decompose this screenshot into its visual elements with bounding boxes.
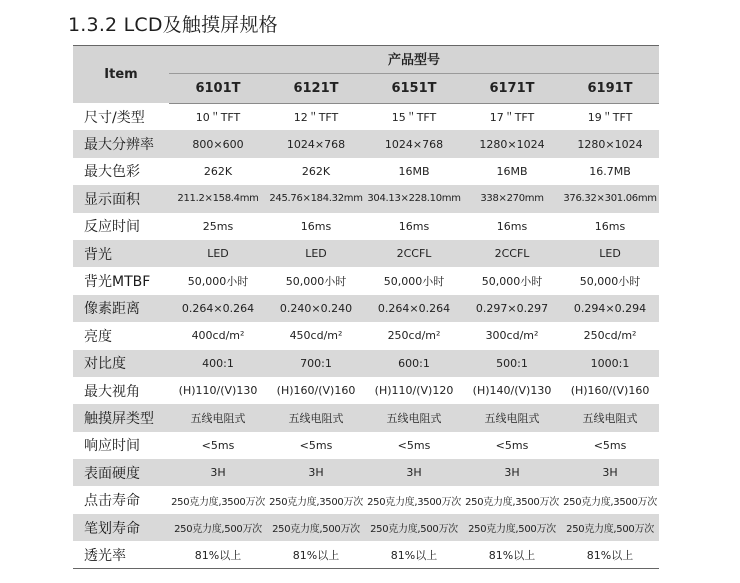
table-cell: (H)110/(V)130	[178, 384, 258, 398]
row-label: 背光	[73, 240, 169, 267]
table-cell: 250克力度,500万次	[561, 514, 659, 541]
table-cell: 1280×1024	[561, 130, 659, 157]
table-cell: 0.240×0.240	[267, 295, 365, 322]
table-cell: 250克力度,3500万次	[269, 496, 363, 508]
table-cell: 16ms	[300, 219, 332, 233]
table-bottom-rule	[73, 568, 659, 569]
table-cell: <5ms	[201, 438, 235, 452]
model-header: 6191T	[561, 73, 659, 103]
row-label: 透光率	[84, 547, 126, 564]
table-cell: 304.13×228.10mm	[365, 185, 463, 212]
table-cell: 16MB	[398, 164, 430, 178]
table-cell: 81%以上	[488, 548, 536, 562]
table-row	[73, 404, 659, 431]
table-cell: 1024×768	[365, 130, 463, 157]
table-cell: (H)160/(V)160	[570, 384, 650, 398]
table-row	[73, 267, 659, 294]
table-cell: LED	[169, 240, 267, 267]
table-row	[73, 459, 659, 486]
table-cell: 50,000小时	[383, 275, 445, 289]
table-cell: 250克力度,3500万次	[563, 496, 657, 508]
table-row	[73, 240, 659, 267]
table-cell: 81%以上	[390, 548, 438, 562]
table-row	[73, 350, 659, 377]
spec-table	[73, 45, 659, 569]
table-cell: 81%以上	[292, 548, 340, 562]
table-cell: 1000:1	[561, 350, 659, 377]
table-cell: 五线电阻式	[169, 404, 267, 431]
table-cell: 3H	[463, 459, 561, 486]
row-label: 最大分辨率	[73, 130, 169, 157]
table-cell: 50,000小时	[579, 275, 641, 289]
row-label: 对比度	[73, 350, 169, 377]
table-cell: (H)160/(V)160	[276, 384, 356, 398]
table-cell: 3H	[561, 459, 659, 486]
model-header: 6101T	[169, 73, 267, 103]
table-cell: 300cd/m²	[485, 329, 539, 343]
table-cell: 五线电阻式	[267, 404, 365, 431]
table-cell: 2CCFL	[365, 240, 463, 267]
table-cell: 12＂TFT	[293, 110, 339, 124]
table-cell: 16ms	[398, 219, 430, 233]
table-cell: (H)140/(V)130	[472, 384, 552, 398]
table-cell: 1280×1024	[463, 130, 561, 157]
table-row	[73, 541, 659, 568]
row-label: 最大视角	[84, 383, 140, 400]
table-cell: 0.297×0.297	[463, 295, 561, 322]
table-cell: 3H	[365, 459, 463, 486]
table-row	[73, 432, 659, 459]
table-cell: 五线电阻式	[365, 404, 463, 431]
table-cell: 15＂TFT	[391, 110, 437, 124]
table-cell: 250cd/m²	[583, 329, 637, 343]
table-cell: 500:1	[463, 350, 561, 377]
row-label: 像素距离	[73, 295, 169, 322]
table-cell: 50,000小时	[187, 275, 249, 289]
table-cell: 250克力度,500万次	[365, 514, 463, 541]
table-cell: 1024×768	[267, 130, 365, 157]
table-cell: 25ms	[202, 219, 234, 233]
table-cell: 400:1	[169, 350, 267, 377]
table-cell: 600:1	[365, 350, 463, 377]
table-row	[73, 322, 659, 349]
table-row	[73, 103, 659, 130]
table-cell: 400cd/m²	[191, 329, 245, 343]
table-cell: 81%以上	[586, 548, 634, 562]
table-cell: 3H	[267, 459, 365, 486]
table-cell: 0.264×0.264	[169, 295, 267, 322]
table-cell: 0.264×0.264	[365, 295, 463, 322]
table-row	[73, 377, 659, 404]
row-label: 触摸屏类型	[73, 404, 169, 431]
table-row	[73, 130, 659, 157]
row-label: 最大色彩	[84, 164, 140, 181]
row-label: 反应时间	[84, 219, 140, 236]
table-cell: 19＂TFT	[587, 110, 633, 124]
table-cell: 700:1	[267, 350, 365, 377]
row-label: 显示面积	[73, 185, 169, 212]
table-cell: 16.7MB	[589, 164, 631, 178]
table-cell: 800×600	[169, 130, 267, 157]
table-cell: 10＂TFT	[195, 110, 241, 124]
model-header: 6171T	[463, 73, 561, 103]
table-cell: 五线电阻式	[463, 404, 561, 431]
table-cell: 250克力度,500万次	[169, 514, 267, 541]
table-row	[73, 185, 659, 212]
table-cell: 81%以上	[194, 548, 242, 562]
row-label: 背光MTBF	[84, 274, 151, 291]
table-cell: <5ms	[495, 438, 529, 452]
table-cell: LED	[267, 240, 365, 267]
table-row	[73, 486, 659, 513]
table-cell: 17＂TFT	[489, 110, 535, 124]
table-cell: 250克力度,3500万次	[171, 496, 265, 508]
model-header: 6121T	[267, 73, 365, 103]
table-top-rule	[73, 45, 659, 46]
table-cell: 0.294×0.294	[561, 295, 659, 322]
spec-table-body	[73, 103, 659, 569]
table-cell: 250克力度,500万次	[463, 514, 561, 541]
table-cell: 250克力度,500万次	[267, 514, 365, 541]
table-cell: 2CCFL	[463, 240, 561, 267]
row-label: 亮度	[84, 328, 112, 345]
table-cell: 262K	[203, 164, 233, 178]
table-cell: (H)110/(V)120	[374, 384, 454, 398]
model-header: 6151T	[365, 73, 463, 103]
table-row	[73, 158, 659, 185]
table-cell: <5ms	[593, 438, 627, 452]
table-cell: 16ms	[496, 219, 528, 233]
row-label: 点击寿命	[84, 493, 140, 510]
table-cell: LED	[561, 240, 659, 267]
table-row	[73, 295, 659, 322]
row-label: 响应时间	[84, 438, 140, 455]
model-group-header: 产品型号	[169, 45, 659, 73]
table-cell: 16ms	[594, 219, 626, 233]
row-label: 表面硬度	[73, 459, 169, 486]
table-cell: 50,000小时	[285, 275, 347, 289]
row-label: 笔划寿命	[73, 514, 169, 541]
table-cell: 338×270mm	[463, 185, 561, 212]
table-cell: 376.32×301.06mm	[561, 185, 659, 212]
item-header: Item	[73, 45, 169, 103]
table-cell: <5ms	[299, 438, 333, 452]
table-cell: 250cd/m²	[387, 329, 441, 343]
table-cell: 262K	[301, 164, 331, 178]
section-title: 1.3.2 LCD及触摸屏规格	[68, 14, 278, 36]
table-cell: 250克力度,3500万次	[367, 496, 461, 508]
table-row	[73, 213, 659, 240]
table-cell: 50,000小时	[481, 275, 543, 289]
table-cell: 250克力度,3500万次	[465, 496, 559, 508]
table-cell: 211.2×158.4mm	[169, 185, 267, 212]
table-cell: 245.76×184.32mm	[267, 185, 365, 212]
table-cell: 450cd/m²	[289, 329, 343, 343]
table-row	[73, 514, 659, 541]
table-cell: 3H	[169, 459, 267, 486]
row-label: 尺寸/类型	[84, 109, 145, 126]
table-cell: 16MB	[496, 164, 528, 178]
table-cell: 五线电阻式	[561, 404, 659, 431]
table-cell: <5ms	[397, 438, 431, 452]
